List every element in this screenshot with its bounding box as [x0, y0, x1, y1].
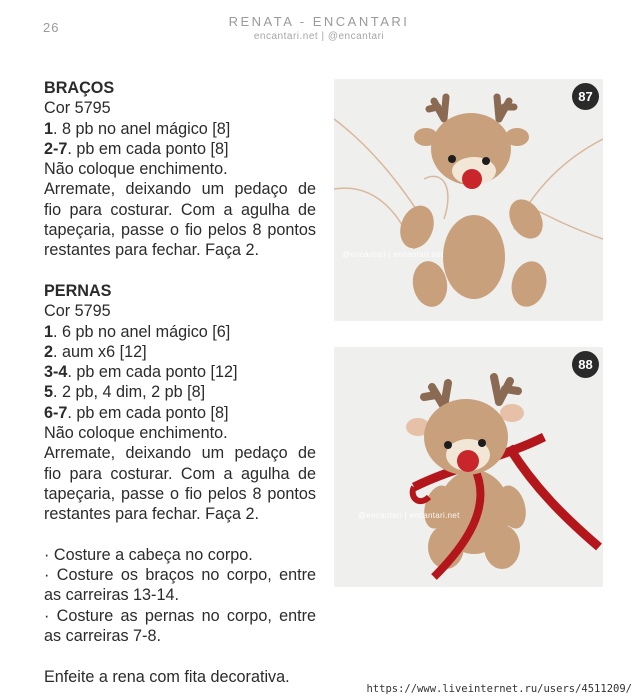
row-number: 1: [44, 322, 54, 341]
pernas-row: [44, 362, 316, 382]
row-text: . 2 pb, 4 dim, 2 pb [8]: [53, 383, 206, 402]
bracos-row: [44, 139, 316, 159]
section-title-bracos: BRAÇOS: [44, 79, 115, 97]
photo-87: [334, 79, 603, 321]
row-text: . pb em cada ponto [8]: [67, 139, 229, 158]
assembly-line: · Costure os braços no corpo, entre: [44, 566, 316, 585]
photo-88: [334, 347, 603, 587]
row-number: 5: [44, 383, 54, 402]
bracos-finish-line: Arremate, deixando um pedaço de: [44, 180, 316, 199]
header-title: RENATA - ENCANTARI: [228, 14, 410, 29]
reindeer-parts-illustration: [334, 79, 603, 321]
row-number: 3-4: [44, 363, 68, 382]
photo-watermark: @encantari | encantari.net: [342, 250, 444, 259]
pernas-row: [44, 382, 316, 402]
bracos-color: Cor 5795: [44, 99, 111, 118]
pernas-finish-line: fio para costurar. Com a agulha de: [44, 464, 316, 483]
pernas-finish-line: Arremate, deixando um pedaço de: [44, 444, 316, 463]
bracos-finish-line: tapeçaria, passe o fio pelos 8 pontos: [44, 221, 316, 240]
row-number: 1: [44, 119, 54, 138]
final-note: Enfeite a rena com fita decorativa.: [44, 667, 290, 686]
header-subtitle: encantari.net | @encantari: [253, 31, 385, 42]
row-number: 2: [44, 342, 54, 361]
bracos-no-fill: Não coloque enchimento.: [44, 160, 228, 179]
photo-badge: 88: [572, 351, 599, 378]
page-number: 26: [43, 20, 60, 35]
row-number: 2-7: [44, 139, 68, 158]
pernas-color: Cor 5795: [44, 302, 111, 321]
bracos-finish-line: fio para costurar. Com a agulha de: [44, 200, 316, 219]
pernas-finish-line: tapeçaria, passe o fio pelos 8 pontos: [44, 484, 316, 503]
row-text: . 8 pb no anel mágico [8]: [53, 119, 231, 138]
row-number: 6-7: [44, 403, 68, 422]
bracos-row: [44, 119, 316, 139]
assembly-line: as carreiras 7-8.: [44, 627, 161, 646]
row-text: . 6 pb no anel mágico [6]: [53, 322, 231, 341]
photo-watermark: @encantari | encantari.net: [358, 511, 460, 520]
pattern-text: [44, 78, 316, 687]
row-text: . aum x6 [12]: [53, 342, 147, 361]
pernas-row: [44, 403, 316, 423]
pernas-row: [44, 342, 316, 362]
pernas-finish-line: restantes para fechar. Faça 2.: [44, 505, 260, 524]
bracos-finish-line: restantes para fechar. Faça 2.: [44, 241, 260, 260]
photo-badge: 87: [572, 83, 599, 110]
assembly-line: as carreiras 13-14.: [44, 586, 179, 605]
row-text: . pb em cada ponto [8]: [67, 403, 229, 422]
assembly-line: · Costure a cabeça no corpo.: [44, 545, 253, 564]
pernas-no-fill: Não coloque enchimento.: [44, 424, 228, 443]
reindeer-assembled-illustration: [334, 347, 603, 587]
section-title-pernas: PERNAS: [44, 281, 112, 300]
row-text: . pb em cada ponto [12]: [67, 363, 238, 382]
pernas-row: [44, 322, 316, 342]
source-url: https://www.liveinternet.ru/users/4511209/: [366, 683, 632, 695]
assembly-line: · Costure as pernas no corpo, entre: [44, 606, 316, 625]
